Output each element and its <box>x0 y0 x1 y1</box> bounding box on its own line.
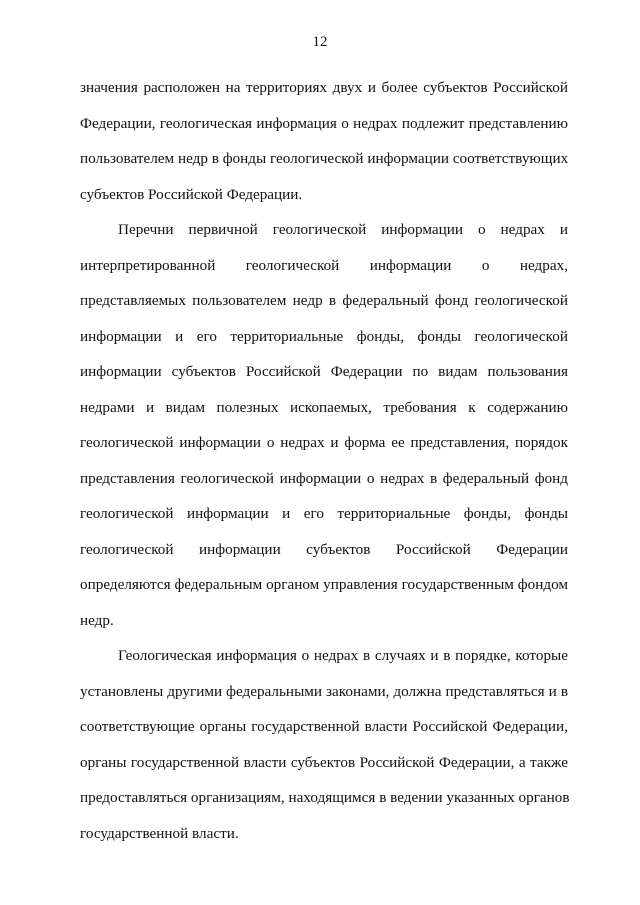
text-line: Перечни первичной геологической информации о недрах и <box>118 221 568 238</box>
text-line: информации и его территориальные фонды, фонды геологической <box>80 327 568 345</box>
text-line: пользователем недр в фонды геологической информации соответствующих <box>80 150 569 167</box>
text-line: Федерации, геологическая информация о недрах подлежит представлению <box>80 114 568 132</box>
text-line: недр. <box>80 611 114 629</box>
text-line: представления геологической информации о недрах в федеральный фонд <box>80 469 568 487</box>
page-number: 12 <box>312 34 328 50</box>
text-line: геологической информации о недрах и форма ее представления, порядок <box>80 434 568 451</box>
text-line: представляемых пользователем недр в федеральный фонд геологической <box>80 292 568 309</box>
text-line: определяются федеральным органом управления государственным фондом <box>80 576 568 593</box>
text-line: значения расположен на территориях двух и более субъектов Российской <box>80 79 568 96</box>
text-line: предоставляться организациям, находящимся в ведении указанных органов <box>80 789 570 806</box>
text-line: информации субъектов Российской Федерации по видам пользования <box>80 363 568 380</box>
document-body <box>80 76 568 857</box>
text-line: государственной власти. <box>80 824 239 842</box>
text-line: геологической информации и его территориальные фонды, фонды <box>80 505 568 522</box>
text-line: соответствующие органы государственной власти Российской Федерации, <box>80 718 568 735</box>
text-line: недрами и видам полезных ископаемых, требования к содержанию <box>80 398 568 416</box>
text-line: интерпретированной геологической информации о недрах, <box>80 256 568 274</box>
text-line: геологической информации субъектов Российской Федерации <box>80 540 568 558</box>
text-line: установлены другими федеральными законами, должна представляться и в <box>80 682 568 700</box>
text-line: органы государственной власти субъектов Российской Федерации, а также <box>80 753 568 771</box>
text-line: Геологическая информация о недрах в случаях и в порядке, которые <box>118 647 568 664</box>
text-line: субъектов Российской Федерации. <box>80 185 303 203</box>
